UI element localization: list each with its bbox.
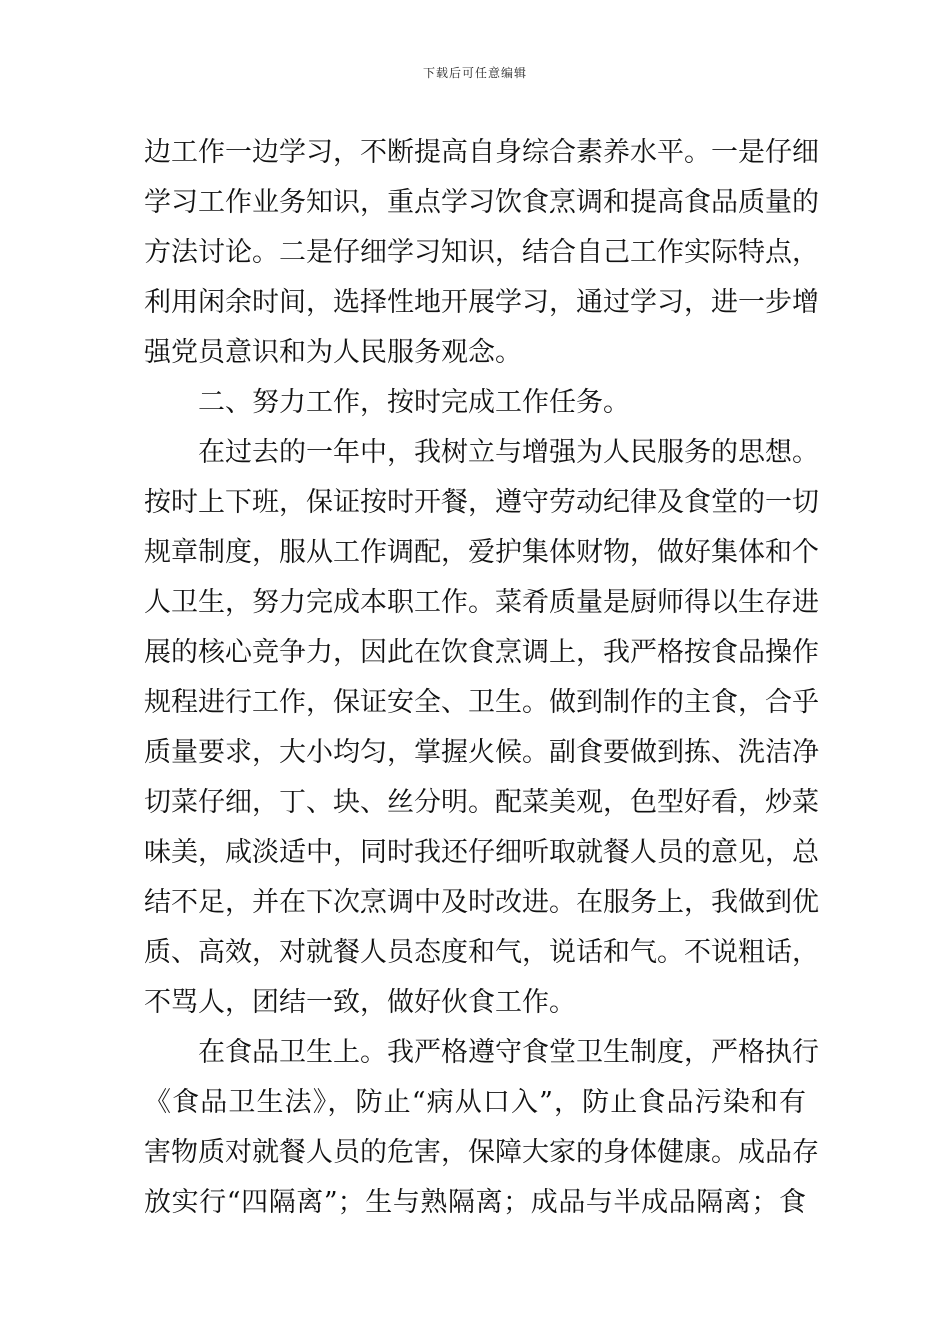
text-line: 放实行“四隔离”；生与熟隔离；成品与半成品隔离；食 (144, 1187, 806, 1218)
text-line: 利用闲余时间，选择性地开展学习，通过学习，进一步增 (144, 287, 819, 318)
section-heading: 二、努力工作，按时完成工作任务。 (198, 387, 630, 418)
text-line: 害物质对就餐人员的危害，保障大家的身体健康。成品存 (144, 1137, 819, 1168)
text-line: 质量要求，大小均匀，掌握火候。副食要做到拣、洗洁净 (144, 737, 819, 768)
text-line: 规章制度，服从工作调配，爱护集体财物，做好集体和个 (144, 537, 819, 568)
text-line: 结不足，并在下次烹调中及时改进。在服务上，我做到优 (144, 887, 819, 918)
text-line: 按时上下班，保证按时开餐，遵守劳动纪律及食堂的一切 (144, 487, 819, 518)
text-line: 不骂人，团结一致，做好伙食工作。 (144, 987, 576, 1018)
text-line: 强党员意识和为人民服务观念。 (144, 337, 522, 368)
document-body (144, 128, 819, 1228)
text-line: 《食品卫生法》，防止“病从口入”，防止食品污染和有 (144, 1087, 806, 1118)
text-line: 规程进行工作，保证安全、卫生。做到制作的主食，合乎 (144, 687, 819, 718)
text-line: 切菜仔细，丁、块、丝分明。配菜美观，色型好看，炒菜 (144, 787, 819, 818)
paragraph-start-line: 在过去的一年中，我树立与增强为人民服务的思想。 (198, 437, 819, 468)
paragraph-start-line: 在食品卫生上。我严格遵守食堂卫生制度，严格执行 (198, 1037, 819, 1068)
text-line: 学习工作业务知识，重点学习饮食烹调和提高食品质量的 (144, 187, 819, 218)
page-header: 下载后可任意编辑 (422, 66, 527, 80)
text-line: 方法讨论。二是仔细学习知识，结合自己工作实际特点， (144, 237, 819, 268)
text-line: 味美，咸淡适中，同时我还仔细听取就餐人员的意见，总 (144, 837, 819, 868)
text-line: 边工作一边学习，不断提高自身综合素养水平。一是仔细 (144, 137, 819, 168)
text-line: 人卫生，努力完成本职工作。菜肴质量是厨师得以生存进 (144, 587, 819, 618)
text-line: 质、高效，对就餐人员态度和气，说话和气。不说粗话， (144, 937, 819, 968)
text-line: 展的核心竞争力，因此在饮食烹调上，我严格按食品操作 (144, 637, 819, 668)
